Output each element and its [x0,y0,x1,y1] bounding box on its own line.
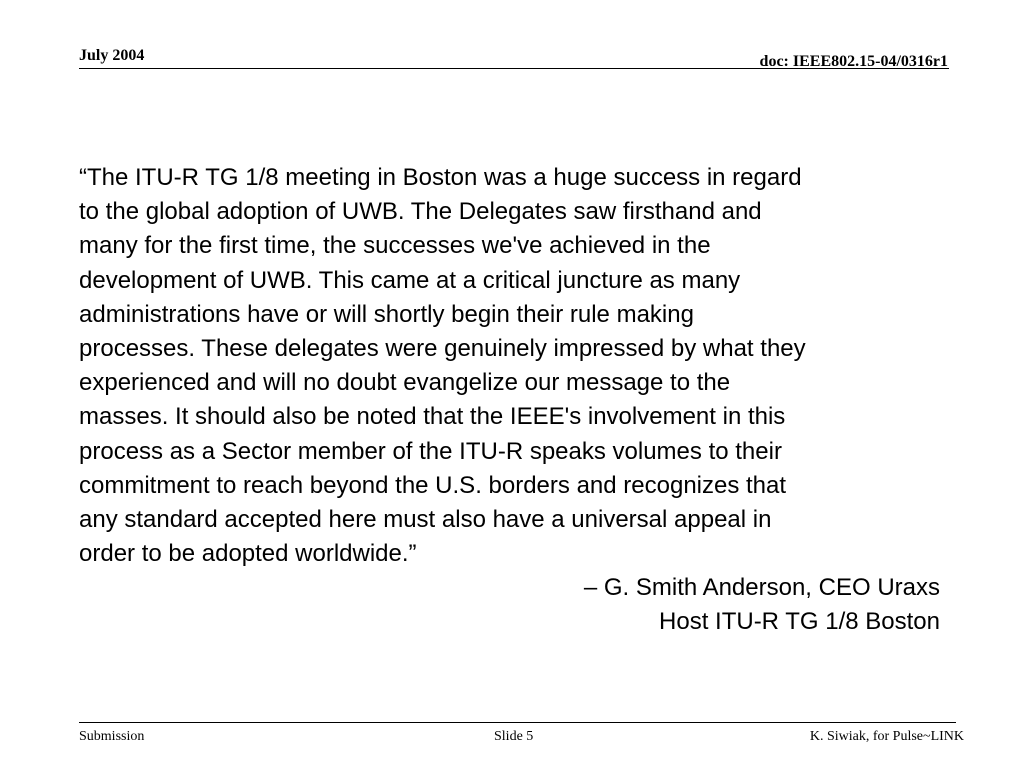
quote-line: administrations have or will shortly begin their rule making [79,300,694,328]
footer-divider [79,722,956,723]
attribution-author: – G. Smith Anderson, CEO Uraxs [583,574,940,601]
quote-line: process as a Sector member of the ITU-R speaks volumes to their [79,437,782,465]
quote-line: “The ITU-R TG 1/8 meeting in Boston was a huge success in regard [79,164,802,191]
footer-submission: Submission [79,729,145,744]
header-doc-id: doc: IEEE802.15-04/0316r1 [759,53,948,70]
footer-author: K. Siwiak, for Pulse~LINK [809,729,964,744]
attribution-role: Host ITU-R TG 1/8 Boston [659,608,940,636]
quote-line: development of UWB. This came at a critical juncture as many [79,266,741,294]
quote-line: any standard accepted here must also have a universal appeal in [79,506,772,534]
quote-line: masses. It should also be noted that the IEEE's involvement in this [79,403,786,431]
quote-text [79,161,949,571]
footer-slide-number: Slide 5 [494,729,534,744]
quote-line: processes. These delegates were genuinely impressed by what they [79,335,806,363]
quote-attribution [79,571,940,639]
quote-line: order to be adopted worldwide.” [79,540,417,568]
quote-line: commitment to reach beyond the U.S. borders and recognizes that [79,471,787,499]
quote-line: many for the first time, the successes we've achieved in the [79,232,711,260]
header-date: July 2004 [79,47,145,64]
quote-line: experienced and will no doubt evangelize our message to the [79,369,731,397]
quote-line: to the global adoption of UWB. The Delegates saw firsthand and [79,198,762,226]
header-divider [79,68,949,69]
